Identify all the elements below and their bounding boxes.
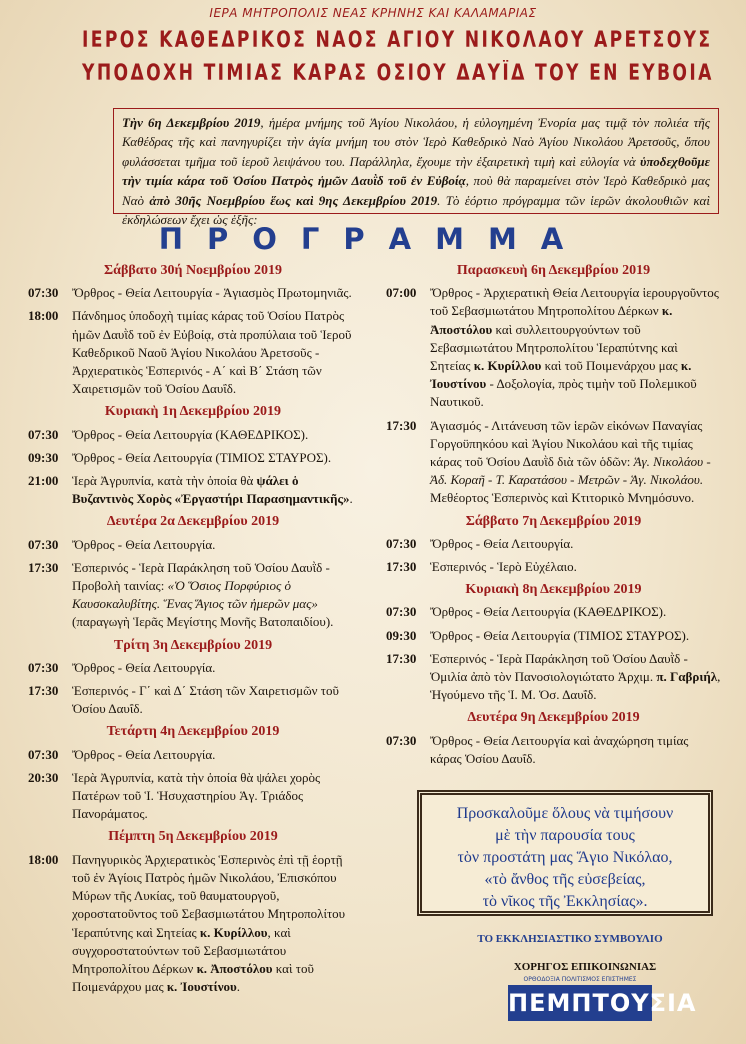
entry-text-part: Ἁγιασμός - Λιτάνευση τῶν ἱερῶν εἰκόνων Παναγίας Γοργοϋπηκόου καὶ Ἁγίου Νικολάου καὶ τῆς τιμίας κάρας τοῦ Ὁσίου Δαυῒδ διὰ τῶν ὁδῶν:: [430, 417, 703, 470]
entry-text-bold: π. Γαβριήλ: [656, 669, 718, 685]
entry-text: Πάνδημος ὑποδοχὴ τιμίας κάρας τοῦ Ὁσίου Πατρὸς ἡμῶν Δαυῒδ τοῦ ἐν Εὐβοίᾳ, στὰ προπύλαια τοῦ Ἱεροῦ Καθεδρικοῦ Ναοῦ Ἁγίου Νικολάου Ἀρετσοῦς - Ἀρχιερατικὸς Ἑσπερινός - Α΄ καὶ Β΄ Στάση τῶν Χαιρετισμῶν τοῦ Ὁσίου Δαυΐδ.: [72, 308, 352, 397]
day-heading: Τετάρτη 4η Δεκεμβρίου 2019: [106, 724, 280, 740]
entry-time: 17:30: [28, 683, 59, 699]
schedule-entry: [28, 449, 358, 467]
entry-time: 07:30: [386, 535, 417, 551]
schedule-right-column: [386, 260, 721, 773]
intro-text-3: . Τὸ ἑόρτιο πρόγραμμα τῶν ἱερῶν ἀκολουθιῶν καὶ ἐκδηλώσεων ἔχει ὡς ἑξῆς:: [122, 192, 710, 228]
intro-highlight-dates: ἀπὸ 30ῆς Νοεμβρίου ἕως καὶ 9ης Δεκεμβρίου 2019: [149, 192, 438, 208]
entry-text: Ἑσπερινός - Γ΄ καὶ Δ΄ Στάση τῶν Χαιρετισμῶν τοῦ Ὁσίου Δαυΐδ.: [72, 683, 339, 717]
logo-wordmark: ΠΕΜΠΤΟΥΣΙΑ: [508, 985, 652, 1021]
entry-text: Ἱερὰ Ἀγρυπνία, κατὰ τὴν ὁποία θὰ ψάλει χορὸς Πατέρων τοῦ Ἱ. Ἡσυχαστηρίου Ἁγ. Τριάδος Πανοράματος.: [72, 769, 321, 822]
schedule-entry: [386, 650, 721, 705]
entry-time: 07:30: [28, 536, 59, 552]
entry-text: [72, 472, 358, 508]
council-signature: ΤΟ ΕΚΚΛΗΣΙΑΣΤΙΚΟ ΣΥΜΒΟΥΛΙΟ: [477, 933, 663, 945]
schedule-entry: [28, 851, 358, 997]
entry-time: 17:30: [386, 559, 417, 575]
schedule-entry: [386, 558, 721, 576]
schedule-entry: [28, 536, 358, 554]
entry-text-part: Ἑσπερινός - Ἱερὰ Παράκληση τοῦ Ὁσίου Δαυῒδ - Ὁμιλία ἀπὸ τὸν Πανοσιολογιώτατο Ἀρχιμ.: [430, 650, 688, 685]
entry-text: Ὄρθρος - Θεία Λειτουργία (ΚΑΘΕΔΡΙΚΟΣ).: [430, 604, 667, 620]
entry-text-part: , Ἡγούμενο τῆς Ἱ. Μ. Ὁσ. Δαυΐδ.: [430, 669, 721, 703]
entry-time: 07:00: [386, 285, 417, 301]
intro-paragraph: [113, 108, 719, 228]
schedule-entry: [28, 472, 358, 508]
entry-time: 07:30: [28, 285, 59, 301]
schedule-entry: [28, 284, 358, 302]
entry-text-italic: «Ὁ Ὅσιος Πορφύριος ὁ Καυσοκαλυβίτης. Ἕνας Ἅγιος τῶν ἡμερῶν μας»: [72, 578, 318, 612]
entry-time: 07:30: [386, 604, 417, 620]
entry-text-part: - Δοξολογία, πρὸς τιμὴν τοῦ Πολεμικοῦ Ναυτικοῦ.: [430, 376, 697, 410]
entry-text-part: (παραγωγὴ Ἱερᾶς Μεγίστης Μονῆς Βατοπαιδίου).: [72, 614, 334, 630]
entry-time: 07:30: [28, 659, 59, 675]
entry-text-part: καὶ συλλειτουργούντων τοῦ Σεβασμιωτάτου Μητροπολίτου Ἱεραπύτνης καὶ Σητείας: [430, 321, 678, 374]
schedule-entry: [386, 535, 721, 553]
schedule-entry: [386, 284, 721, 411]
entry-text: Ὄρθρος - Θεία Λειτουργία (ΤΙΜΙΟΣ ΣΤΑΥΡΟΣ).: [72, 449, 332, 465]
page-subtitle: ΥΠΟΔΟΧΗ ΤΙΜΙΑΣ ΚΑΡΑΣ ΟΣΙΟΥ ΔΑΥΪΔ ΤΟΥ ΕΝ ΕΥΒΟΙΑ: [82, 61, 714, 86]
intro-highlight-relic: ὑποδεχθοῦμε τὴν τιμία κάρα τοῦ Ὁσίου Πατρὸς ἡμῶν Δαυῒδ τοῦ ἐν Εὐβοίᾳ: [122, 153, 710, 189]
entry-time: 17:30: [28, 559, 59, 575]
day-heading: Πέμπτη 5η Δεκεμβρίου 2019: [108, 829, 278, 845]
entry-text: [430, 284, 721, 411]
entry-text: Ὄρθρος - Θεία Λειτουργία.: [72, 659, 216, 675]
metropolis-name: ΙΕΡΑ ΜΗΤΡΟΠΟΛΙΣ ΝΕΑΣ ΚΡΗΝΗΣ ΚΑΙ ΚΑΛΑΜΑΡΙΑΣ: [209, 6, 537, 20]
entry-text-bold: κ. Ἰουστίνου: [430, 358, 692, 392]
entry-text: Ἑσπερινός - Ἱερὸ Εὐχέλαιο.: [430, 559, 577, 575]
entry-text-part: .: [349, 491, 353, 507]
entry-text-part: καὶ τοῦ Ποιμενάρχου μας: [72, 960, 314, 995]
entry-text-bold: ψάλει ὁ Βυζαντινὸς Χορὸς «Ἐργαστήρι Παρασημαντικῆς»: [72, 473, 350, 507]
intro-text-2: , ποὺ θὰ παραμείνει στὸν Ἱερὸ Καθεδρικὸ μας Ναὸ: [122, 173, 710, 208]
schedule-entry: [386, 732, 721, 768]
entry-text: Ὄρθρος - Θεία Λειτουργία.: [72, 536, 216, 552]
invitation-line: τὸν προστάτη μας Ἅγιο Νικόλαο,: [457, 849, 673, 866]
entry-text-bold: κ. Ἰουστίνου: [166, 979, 237, 995]
entry-text-bold: κ. Ἀποστόλου: [196, 960, 273, 976]
day-heading: Κυριακὴ 8η Δεκεμβρίου 2019: [465, 582, 642, 598]
entry-text-part: .: [236, 979, 241, 995]
entry-time: 18:00: [28, 308, 59, 324]
entry-time: 18:00: [28, 851, 59, 867]
entry-time: 17:30: [386, 650, 417, 666]
entry-text: [430, 417, 721, 508]
entry-text-part: Μεθέορτος Ἑσπερινὸς καὶ Κτιτορικὸ Μνημόσυνο.: [430, 490, 695, 506]
schedule-left-column: [28, 260, 358, 1001]
entry-text: [430, 650, 721, 705]
schedule-entry: [28, 659, 358, 677]
intro-date: Τὴν 6η Δεκεμβρίου 2019: [122, 115, 261, 130]
schedule-entry: [386, 417, 721, 508]
entry-text: Ὄρθρος - Θεία Λειτουργία.: [72, 746, 216, 762]
entry-text: Ὄρθρος - Θεία Λειτουργία.: [430, 535, 574, 551]
schedule-entry: [28, 746, 358, 764]
entry-text: Ὄρθρος - Θεία Λειτουργία (ΚΑΘΕΔΡΙΚΟΣ).: [72, 426, 309, 442]
entry-text-part: Πανηγυρικὸς Ἀρχιερατικὸς Ἑσπερινὸς ἐπὶ τῇ ἑορτῇ τοῦ ἐν Ἁγίοις Πατρὸς ἡμῶν Νικολάου, Ἐπισκόπου Μύρων τῆς Λυκίας, τοῦ θαυματουργοῦ, χοροστατοῦντος τοῦ Σεβασμιωτάτου Μητροπολίτου Ἱεραπύτνης καὶ Σητείας: [72, 851, 346, 940]
entry-text: [72, 559, 358, 632]
invitation-line: Προσκαλοῦμε ὅλους νὰ τιμήσουν: [456, 805, 674, 822]
schedule-entry: [386, 627, 721, 645]
day-heading: Δευτέρα 2α Δεκεμβρίου 2019: [106, 514, 280, 530]
schedule-entry: [28, 559, 358, 632]
sponsor-logo: [500, 976, 697, 1030]
day-heading: Δευτέρα 9η Δεκεμβρίου 2019: [467, 710, 640, 726]
entry-text-part: Ὄρθρος - Ἀρχιερατικὴ Θεία Λειτουργία ἱερουργοῦντος τοῦ Σεβασμιωτάτου Μητροπολίτου Δέρκων: [430, 285, 719, 319]
schedule-entry: [28, 307, 358, 398]
entry-time: 07:30: [386, 732, 417, 748]
schedule-entry: [386, 603, 721, 621]
entry-time: 20:30: [28, 769, 59, 785]
entry-text-italic: Ἁγ. Νικολάου - Ἀδ. Κοραῆ - Τ. Καρατάσου - Μετρῶν - Ἁγ. Νικολάου.: [430, 454, 711, 488]
entry-time: 07:30: [28, 746, 59, 762]
entry-text: Ὄρθρος - Θεία Λειτουργία καὶ ἀναχώρηση τιμίας κάρας Ὁσίου Δαυΐδ.: [430, 732, 689, 766]
entry-time: 09:30: [386, 627, 417, 643]
invitation-box: [417, 790, 713, 916]
programme-title: ΠΡΟΓΡΑΜΜΑ: [158, 222, 588, 256]
logo-tagline: ΟΡΘΟΔΟΞΙΑ ΠΟΛΙΤΙΣΜΟΣ ΕΠΙΣΤΗΜΕΣ: [523, 976, 637, 983]
entry-text-bold: κ. Ἀποστόλου: [430, 303, 673, 337]
entry-text: [72, 851, 358, 997]
entry-text-part: Ἑσπερινός - Ἱερὰ Παράκληση τοῦ Ὁσίου Δαυῒδ - Προβολὴ ταινίας:: [72, 559, 330, 594]
schedule-entry: [28, 682, 358, 718]
sponsor-label: ΧΟΡΗΓΟΣ ΕΠΙΚΟΙΝΩΝΙΑΣ: [513, 961, 657, 973]
day-heading: Κυριακὴ 1η Δεκεμβρίου 2019: [104, 404, 282, 420]
invitation-line: «τὸ ἄνθος τῆς εὐσεβείας,: [484, 871, 646, 888]
entry-text-part: Ἱερὰ Ἀγρυπνία, κατὰ τὴν ὁποία θὰ: [72, 473, 257, 489]
schedule-entry: [28, 426, 358, 444]
schedule-entry: [28, 769, 358, 824]
entry-time: 09:30: [28, 449, 59, 465]
entry-time: 07:30: [28, 426, 59, 442]
day-heading: Σάββατο 7η Δεκεμβρίου 2019: [465, 513, 642, 529]
entry-text-part: καὶ τοῦ Ποιμενάρχου μας: [541, 358, 681, 374]
entry-text-part: , καὶ συγχοροστατούντων τοῦ Σεβασμιωτάτου Μητροπολίτου Δέρκων: [72, 924, 291, 976]
day-heading: Σάββατο 30ή Νοεμβρίου 2019: [104, 263, 282, 278]
entry-text-bold: κ. Κυρίλλου: [199, 924, 268, 940]
day-heading: Παρασκευὴ 6η Δεκεμβρίου 2019: [456, 263, 651, 278]
intro-text-1: , ἡμέρα μνήμης τοῦ Ἁγίου Νικολάου, ἡ εὐλογημένη Ἐνορία μας τιμᾷ τὸν πολιέα τῆς Καθέδρας τῆς καὶ πανηγυρίζει τὴν ἁγία μνήμη του στὸν Ἱερὸ Καθεδρικὸ Ναὸ Ἁγίου Νικολάου Ἀρετσοῦς, ὅπου φυλάσσεται τμῆμα τοῦ ἱεροῦ λειψάνου του. Παράλληλα, ἔχουμε τὴν ἐξαιρετικὴ τιμὴ καὶ εὐλογία νὰ: [122, 115, 710, 169]
invitation-line: μὲ τὴν παρουσία τους: [495, 827, 635, 844]
invitation-line: τὸ νῖκος τῆς Ἐκκλησίας».: [482, 893, 648, 910]
entry-text: Ὄρθρος - Θεία Λειτουργία - Ἁγιασμὸς Πρωτομηνιᾶς.: [72, 285, 352, 301]
entry-time: 17:30: [386, 417, 417, 433]
day-heading: Τρίτη 3η Δεκεμβρίου 2019: [113, 637, 273, 653]
page-title: ΙΕΡΟΣ ΚΑΘΕΔΡΙΚΟΣ ΝΑΟΣ ΑΓΙΟΥ ΝΙΚΟΛΑΟΥ ΑΡΕΤΣΟΥΣ: [82, 28, 713, 53]
entry-text: Ὄρθρος - Θεία Λειτουργία (ΤΙΜΙΟΣ ΣΤΑΥΡΟΣ).: [430, 627, 690, 643]
entry-text-bold: κ. Κυρίλλου: [473, 358, 542, 374]
entry-time: 21:00: [28, 473, 59, 489]
